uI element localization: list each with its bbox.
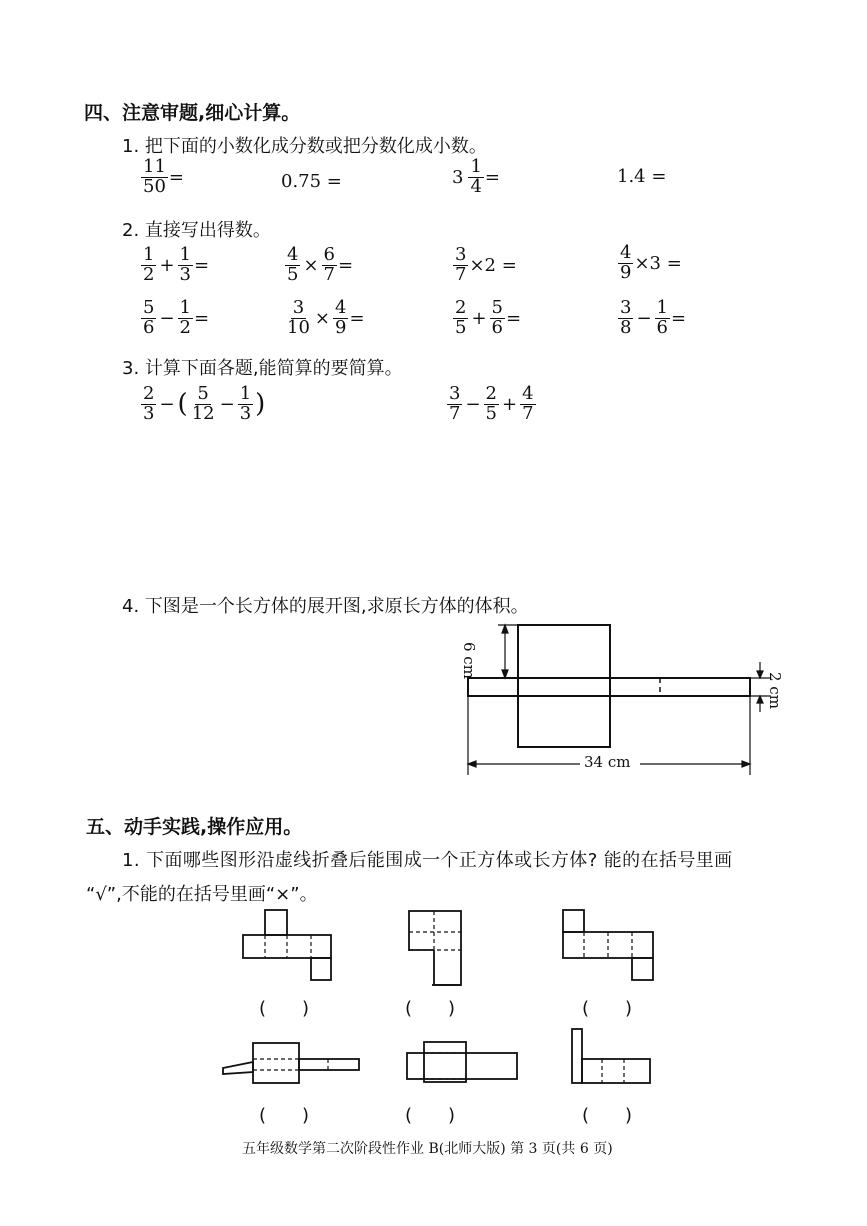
q3-expression-2: $\frac{3}{7}$ − $\frac{2}{5}$ + $\frac{4}{7}$ bbox=[449, 383, 534, 424]
q3-expression-1: $\frac{2}{3}$ − ( $\frac{5}{12}$ − $\frac{1}{3}$ ) bbox=[143, 383, 266, 424]
q1-item-a: $\frac{11}{50}$ = bbox=[143, 156, 184, 197]
fraction: $\frac{11}{50}$ bbox=[143, 156, 166, 197]
q2-r2-item-1: $\frac{5}{6}$ − $\frac{1}{2}$ = bbox=[143, 297, 210, 338]
net-figure-2 bbox=[406, 908, 466, 988]
section-5-q1-line2: “√”,不能的在括号里画“×”。 bbox=[86, 884, 318, 905]
question-2-text: 2. 直接写出得数。 bbox=[122, 220, 271, 241]
page-footer: 五年级数学第二次阶段性作业 B(北师大版) 第 3 页(共 6 页) bbox=[242, 1141, 613, 1157]
answer-blank-3[interactable]: ( ) bbox=[582, 998, 633, 1019]
q1-item-b: 0.75 = bbox=[281, 171, 342, 192]
answer-blank-4[interactable]: ( ) bbox=[259, 1105, 310, 1126]
net-figure-4 bbox=[220, 1040, 362, 1086]
q2-r2-item-3: $\frac{2}{5}$ + $\frac{5}{6}$ = bbox=[455, 297, 522, 338]
question-4-text: 4. 下图是一个长方体的展开图,求原长方体的体积。 bbox=[122, 596, 529, 617]
label-2cm: 2 cm bbox=[766, 672, 784, 709]
section-4-title: 四、注意审题,细心计算。 bbox=[84, 102, 301, 124]
question-3-text: 3. 计算下面各题,能简算的要简算。 bbox=[122, 358, 403, 379]
label-6cm: 6 cm bbox=[460, 642, 478, 679]
q1-item-d: 1.4 = bbox=[617, 166, 667, 187]
q2-r1-item-4: $\frac{4}{9}$ ×3 = bbox=[620, 242, 682, 283]
q2-r1-item-1: $\frac{1}{2}$ + $\frac{1}{3}$ = bbox=[143, 244, 210, 285]
answer-blank-6[interactable]: ( ) bbox=[582, 1105, 633, 1126]
net-figure-3 bbox=[560, 907, 660, 983]
net-figure-6 bbox=[566, 1026, 656, 1088]
q2-r2-item-2: $\frac{3}{10}$ × $\frac{4}{9}$ = bbox=[287, 297, 365, 338]
net-figure-1 bbox=[240, 907, 340, 983]
answer-blank-2[interactable]: ( ) bbox=[405, 998, 456, 1019]
q1-item-c: 3 $\frac{1}{4}$ = bbox=[452, 156, 500, 197]
q2-r2-item-4: $\frac{3}{8}$ − $\frac{1}{6}$ = bbox=[620, 297, 687, 338]
label-34cm: 34 cm bbox=[584, 753, 631, 771]
fraction: $\frac{1}{4}$ bbox=[470, 156, 482, 197]
answer-blank-5[interactable]: ( ) bbox=[405, 1105, 456, 1126]
question-1-text: 1. 把下面的小数化成分数或把分数化成小数。 bbox=[122, 136, 487, 157]
section-5-q1-line1: 1. 下面哪些图形沿虚线折叠后能围成一个正方体或长方体? 能的在括号里画 bbox=[122, 850, 733, 871]
net-figure-5 bbox=[404, 1039, 520, 1085]
q2-r1-item-2: $\frac{4}{5}$ × $\frac{6}{7}$ = bbox=[287, 244, 354, 285]
answer-blank-1[interactable]: ( ) bbox=[259, 998, 310, 1019]
q2-r1-item-3: $\frac{3}{7}$ ×2 = bbox=[455, 244, 517, 285]
section-5-title: 五、动手实践,操作应用。 bbox=[86, 816, 303, 838]
